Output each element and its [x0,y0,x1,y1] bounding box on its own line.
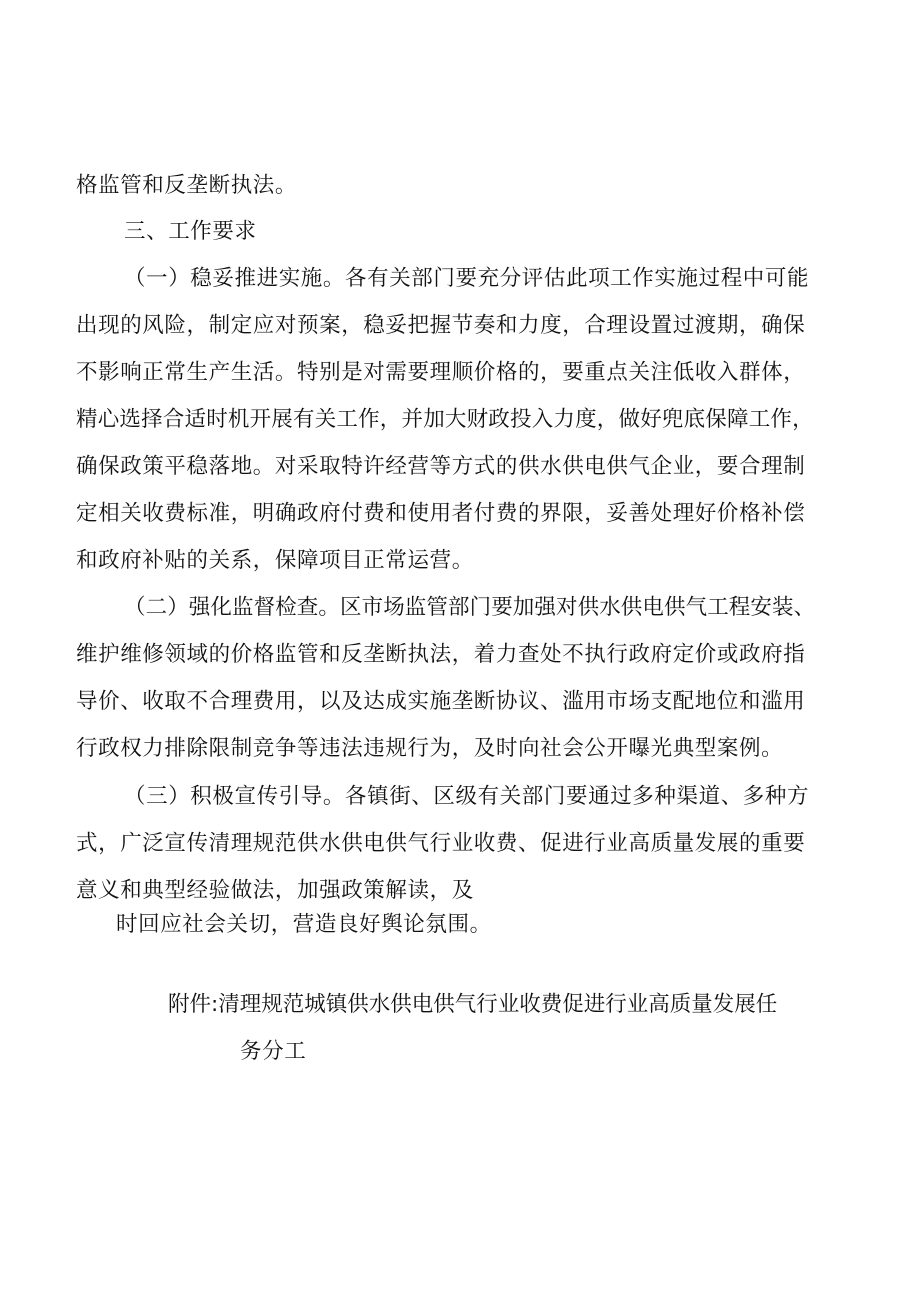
paragraph-line: 和政府补贴的关系，保障项目正常运营。 [76,548,474,573]
paragraph-line: （一）稳妥推进实施。各有关部门要充分评估此项工作实施过程中可能 [124,266,810,291]
paragraph-line: （二）强化监督检查。区市场监管部门要加强对供水供电供气工程安装、 [124,595,816,620]
paragraph-line: 确保政策平稳落地。对采取特许经营等方式的供水供电供气企业，要合理制 [76,454,806,479]
paragraph-line: 时回应社会关切，营造良好舆论氛围。 [116,912,492,937]
paragraph-line: 出现的风险，制定应对预案，稳妥把握节奏和力度，合理设置过渡期，确保 [76,313,806,338]
attachment-title-line-2: 务分工 [240,1039,307,1064]
paragraph-line: 维护维修领域的价格监管和反垄断执法，着力查处不执行政府定价或政府指 [76,642,806,667]
paragraph-line: 精心选择合适时机开展有关工作，并加大财政投入力度，做好兜底保障工作， [76,407,814,432]
paragraph-line: （三）积极宣传引导。各镇街、区级有关部门要通过多种渠道、多种方 [124,784,810,809]
paragraph-line: 导价、收取不合理费用，以及达成实施垄断协议、滥用市场支配地位和滥用 [76,689,806,714]
paragraph-line: 不影响正常生产生活。特别是对需要理顺价格的，要重点关注低收入群体， [76,360,806,385]
section-heading: 三、工作要求 [124,219,257,244]
attachment-title-line-1: 附件:清理规范城镇供水供电供气行业收费促进行业高质量发展任 [168,992,778,1017]
continuation-line: 格监管和反垄断执法。 [76,173,298,198]
paragraph-line: 式，广泛宣传清理规范供水供电供气行业收费、促进行业高质量发展的重要 [76,831,806,856]
paragraph-line: 意义和典型经验做法，加强政策解读，及 [76,878,474,903]
paragraph-line: 行政权力排除限制竞争等违法违规行为，及时向社会公开曝光典型案例。 [76,736,784,761]
paragraph-line: 定相关收费标准，明确政府付费和使用者付费的界限，妥善处理好价格补偿 [76,501,806,526]
